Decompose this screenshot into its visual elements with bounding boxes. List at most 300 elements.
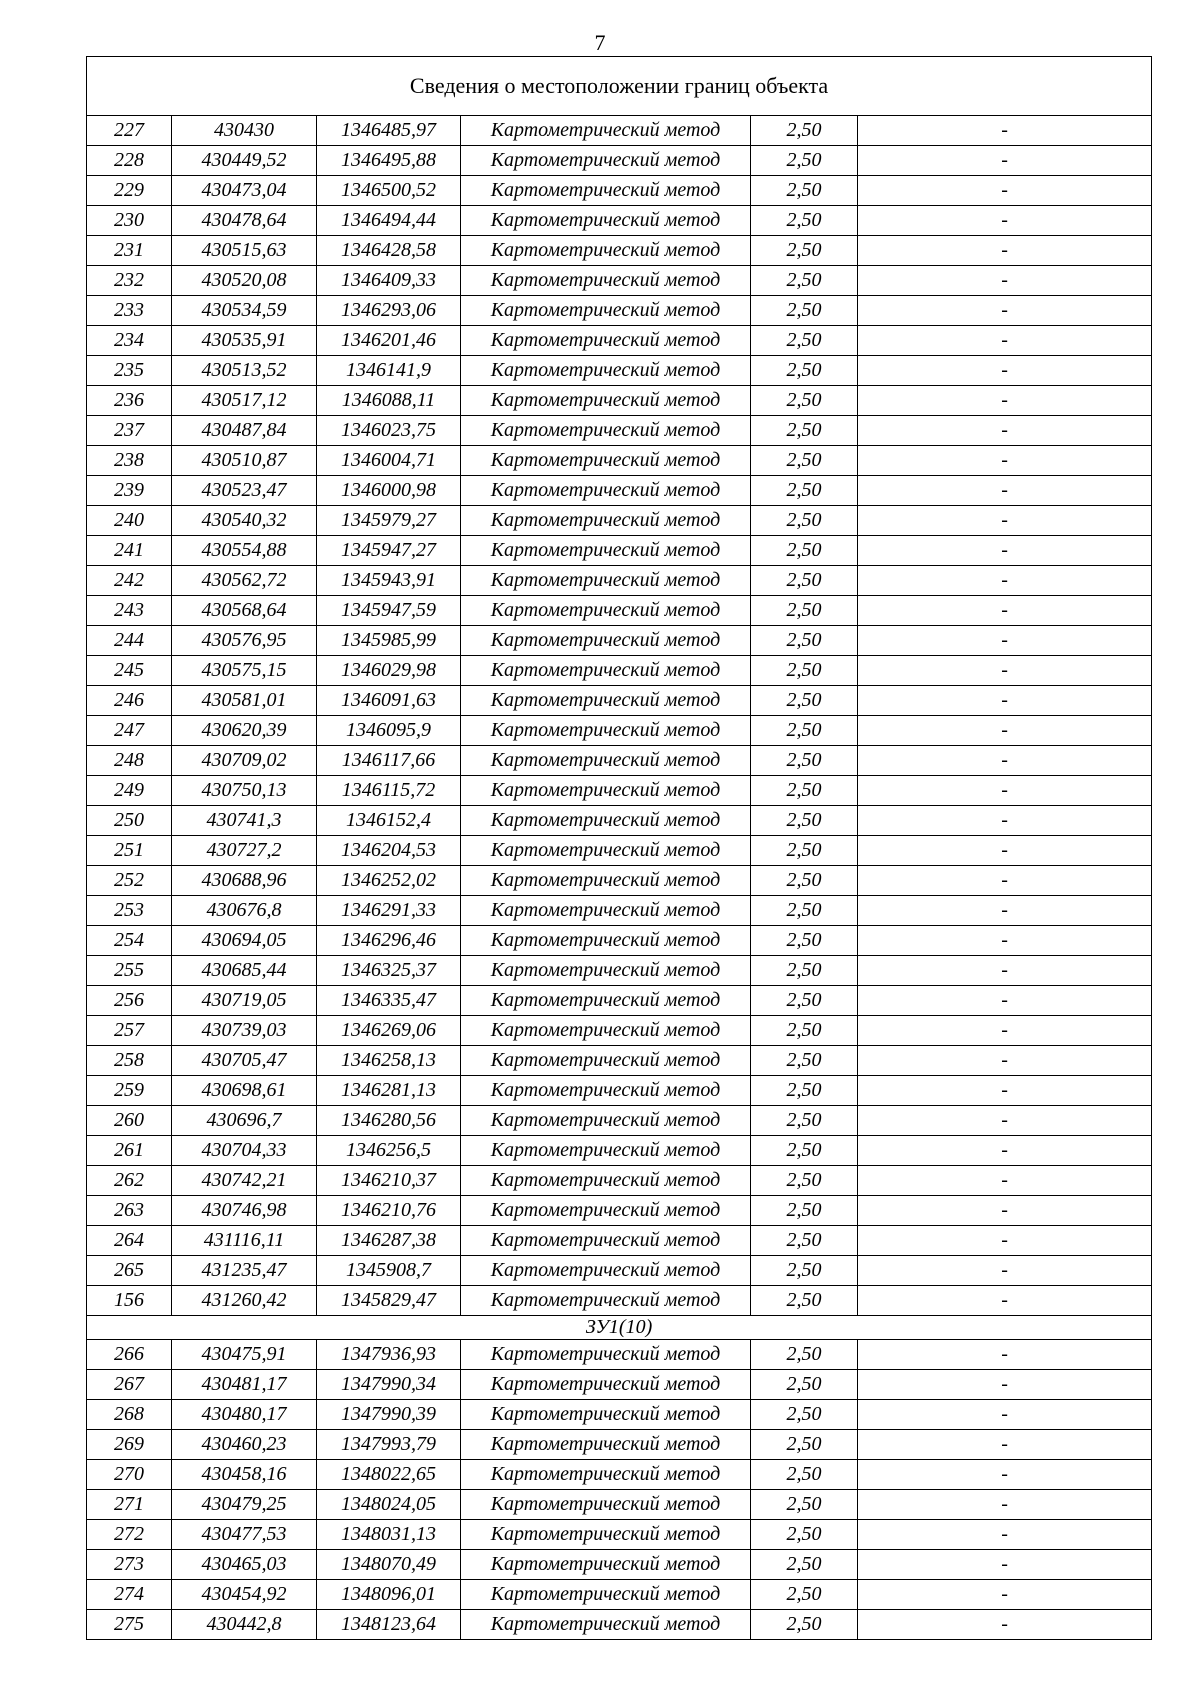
description-cell: - — [858, 206, 1152, 236]
table-row — [87, 1520, 1152, 1550]
description-cell: - — [858, 1226, 1152, 1256]
accuracy-cell: 2,50 — [751, 146, 858, 176]
point-number-cell: 258 — [87, 1046, 172, 1076]
point-number-cell: 235 — [87, 356, 172, 386]
y-coordinate-cell: 1346004,71 — [317, 446, 461, 476]
x-coordinate-cell: 430554,88 — [172, 536, 317, 566]
x-coordinate-cell: 430481,17 — [172, 1370, 317, 1400]
method-cell: Картометрический метод — [461, 1550, 751, 1580]
accuracy-cell: 2,50 — [751, 1400, 858, 1430]
x-coordinate-cell: 430454,92 — [172, 1580, 317, 1610]
description-cell: - — [858, 476, 1152, 506]
x-coordinate-cell: 430575,15 — [172, 656, 317, 686]
x-coordinate-cell: 430568,64 — [172, 596, 317, 626]
description-cell: - — [858, 1490, 1152, 1520]
y-coordinate-cell: 1346258,13 — [317, 1046, 461, 1076]
method-cell: Картометрический метод — [461, 746, 751, 776]
method-cell: Картометрический метод — [461, 386, 751, 416]
y-coordinate-cell: 1346252,02 — [317, 866, 461, 896]
point-number-cell: 251 — [87, 836, 172, 866]
x-coordinate-cell: 430478,64 — [172, 206, 317, 236]
point-number-cell: 250 — [87, 806, 172, 836]
table-row — [87, 1046, 1152, 1076]
table-row — [87, 866, 1152, 896]
accuracy-cell: 2,50 — [751, 236, 858, 266]
description-cell: - — [858, 836, 1152, 866]
y-coordinate-cell: 1346280,56 — [317, 1106, 461, 1136]
point-number-cell: 237 — [87, 416, 172, 446]
table-row — [87, 536, 1152, 566]
y-coordinate-cell: 1346091,63 — [317, 686, 461, 716]
description-cell: - — [858, 1106, 1152, 1136]
y-coordinate-cell: 1346291,33 — [317, 896, 461, 926]
y-coordinate-cell: 1345829,47 — [317, 1286, 461, 1316]
y-coordinate-cell: 1346201,46 — [317, 326, 461, 356]
table-row — [87, 1136, 1152, 1166]
table-row — [87, 626, 1152, 656]
method-cell: Картометрический метод — [461, 1370, 751, 1400]
x-coordinate-cell: 430449,52 — [172, 146, 317, 176]
y-coordinate-cell: 1346152,4 — [317, 806, 461, 836]
y-coordinate-cell: 1346141,9 — [317, 356, 461, 386]
table-row — [87, 926, 1152, 956]
y-coordinate-cell: 1346296,46 — [317, 926, 461, 956]
accuracy-cell: 2,50 — [751, 926, 858, 956]
method-cell: Картометрический метод — [461, 1106, 751, 1136]
point-number-cell: 239 — [87, 476, 172, 506]
x-coordinate-cell: 430458,16 — [172, 1460, 317, 1490]
accuracy-cell: 2,50 — [751, 746, 858, 776]
x-coordinate-cell: 430698,61 — [172, 1076, 317, 1106]
table-row — [87, 386, 1152, 416]
x-coordinate-cell: 430696,7 — [172, 1106, 317, 1136]
description-cell: - — [858, 1196, 1152, 1226]
description-cell: - — [858, 1286, 1152, 1316]
table-row — [87, 206, 1152, 236]
y-coordinate-cell: 1346500,52 — [317, 176, 461, 206]
point-number-cell: 272 — [87, 1520, 172, 1550]
method-cell: Картометрический метод — [461, 986, 751, 1016]
x-coordinate-cell: 430676,8 — [172, 896, 317, 926]
description-cell: - — [858, 746, 1152, 776]
point-number-cell: 227 — [87, 116, 172, 146]
y-coordinate-cell: 1346088,11 — [317, 386, 461, 416]
point-number-cell: 249 — [87, 776, 172, 806]
accuracy-cell: 2,50 — [751, 716, 858, 746]
table-row — [87, 296, 1152, 326]
accuracy-cell: 2,50 — [751, 416, 858, 446]
accuracy-cell: 2,50 — [751, 1016, 858, 1046]
x-coordinate-cell: 431116,11 — [172, 1226, 317, 1256]
method-cell: Картометрический метод — [461, 1226, 751, 1256]
x-coordinate-cell: 430562,72 — [172, 566, 317, 596]
accuracy-cell: 2,50 — [751, 536, 858, 566]
accuracy-cell: 2,50 — [751, 1340, 858, 1370]
x-coordinate-cell: 430473,04 — [172, 176, 317, 206]
y-coordinate-cell: 1346210,37 — [317, 1166, 461, 1196]
table-row — [87, 776, 1152, 806]
x-coordinate-cell: 430727,2 — [172, 836, 317, 866]
accuracy-cell: 2,50 — [751, 176, 858, 206]
accuracy-cell: 2,50 — [751, 266, 858, 296]
x-coordinate-cell: 430709,02 — [172, 746, 317, 776]
y-coordinate-cell: 1348031,13 — [317, 1520, 461, 1550]
description-cell: - — [858, 866, 1152, 896]
accuracy-cell: 2,50 — [751, 1490, 858, 1520]
accuracy-cell: 2,50 — [751, 1370, 858, 1400]
method-cell: Картометрический метод — [461, 716, 751, 746]
description-cell: - — [858, 296, 1152, 326]
x-coordinate-cell: 430581,01 — [172, 686, 317, 716]
accuracy-cell: 2,50 — [751, 1076, 858, 1106]
y-coordinate-cell: 1346495,88 — [317, 146, 461, 176]
table-row — [87, 506, 1152, 536]
x-coordinate-cell: 430442,8 — [172, 1610, 317, 1640]
table-row — [87, 656, 1152, 686]
accuracy-cell: 2,50 — [751, 1226, 858, 1256]
table-row — [87, 806, 1152, 836]
x-coordinate-cell: 430705,47 — [172, 1046, 317, 1076]
y-coordinate-cell: 1347990,39 — [317, 1400, 461, 1430]
point-number-cell: 247 — [87, 716, 172, 746]
point-number-cell: 263 — [87, 1196, 172, 1226]
y-coordinate-cell: 1346117,66 — [317, 746, 461, 776]
y-coordinate-cell: 1345947,59 — [317, 596, 461, 626]
y-coordinate-cell: 1348096,01 — [317, 1580, 461, 1610]
description-cell: - — [858, 986, 1152, 1016]
table-row — [87, 476, 1152, 506]
point-number-cell: 248 — [87, 746, 172, 776]
accuracy-cell: 2,50 — [751, 596, 858, 626]
point-number-cell: 274 — [87, 1580, 172, 1610]
x-coordinate-cell: 430487,84 — [172, 416, 317, 446]
description-cell: - — [858, 1520, 1152, 1550]
point-number-cell: 267 — [87, 1370, 172, 1400]
y-coordinate-cell: 1346023,75 — [317, 416, 461, 446]
y-coordinate-cell: 1346256,5 — [317, 1136, 461, 1166]
x-coordinate-cell: 430510,87 — [172, 446, 317, 476]
accuracy-cell: 2,50 — [751, 1520, 858, 1550]
method-cell: Картометрический метод — [461, 656, 751, 686]
accuracy-cell: 2,50 — [751, 386, 858, 416]
method-cell: Картометрический метод — [461, 1430, 751, 1460]
x-coordinate-cell: 430719,05 — [172, 986, 317, 1016]
y-coordinate-cell: 1346281,13 — [317, 1076, 461, 1106]
accuracy-cell: 2,50 — [751, 506, 858, 536]
y-coordinate-cell: 1347993,79 — [317, 1430, 461, 1460]
x-coordinate-cell: 430430 — [172, 116, 317, 146]
point-number-cell: 271 — [87, 1490, 172, 1520]
method-cell: Картометрический метод — [461, 1490, 751, 1520]
boundary-table-container — [86, 56, 1151, 1640]
accuracy-cell: 2,50 — [751, 776, 858, 806]
point-number-cell: 269 — [87, 1430, 172, 1460]
y-coordinate-cell: 1346335,47 — [317, 986, 461, 1016]
method-cell: Картометрический метод — [461, 116, 751, 146]
point-number-cell: 252 — [87, 866, 172, 896]
accuracy-cell: 2,50 — [751, 446, 858, 476]
x-coordinate-cell: 430540,32 — [172, 506, 317, 536]
description-cell: - — [858, 686, 1152, 716]
table-row — [87, 1340, 1152, 1370]
y-coordinate-cell: 1345943,91 — [317, 566, 461, 596]
accuracy-cell: 2,50 — [751, 476, 858, 506]
x-coordinate-cell: 430517,12 — [172, 386, 317, 416]
description-cell: - — [858, 116, 1152, 146]
description-cell: - — [858, 326, 1152, 356]
accuracy-cell: 2,50 — [751, 1106, 858, 1136]
method-cell: Картометрический метод — [461, 176, 751, 206]
description-cell: - — [858, 1370, 1152, 1400]
description-cell: - — [858, 416, 1152, 446]
description-cell: - — [858, 1340, 1152, 1370]
accuracy-cell: 2,50 — [751, 656, 858, 686]
accuracy-cell: 2,50 — [751, 296, 858, 326]
accuracy-cell: 2,50 — [751, 206, 858, 236]
description-cell: - — [858, 806, 1152, 836]
description-cell: - — [858, 1430, 1152, 1460]
method-cell: Картометрический метод — [461, 776, 751, 806]
table-row — [87, 686, 1152, 716]
x-coordinate-cell: 430465,03 — [172, 1550, 317, 1580]
description-cell: - — [858, 566, 1152, 596]
x-coordinate-cell: 430742,21 — [172, 1166, 317, 1196]
description-cell: - — [858, 1136, 1152, 1166]
accuracy-cell: 2,50 — [751, 1196, 858, 1226]
point-number-cell: 262 — [87, 1166, 172, 1196]
table-row — [87, 1106, 1152, 1136]
method-cell: Картометрический метод — [461, 596, 751, 626]
description-cell: - — [858, 716, 1152, 746]
y-coordinate-cell: 1346293,06 — [317, 296, 461, 326]
point-number-cell: 228 — [87, 146, 172, 176]
method-cell: Картометрический метод — [461, 146, 751, 176]
y-coordinate-cell: 1348024,05 — [317, 1490, 461, 1520]
accuracy-cell: 2,50 — [751, 866, 858, 896]
x-coordinate-cell: 430741,3 — [172, 806, 317, 836]
accuracy-cell: 2,50 — [751, 326, 858, 356]
table-row — [87, 1166, 1152, 1196]
section-label: ЗУ1(10) — [87, 1316, 1152, 1340]
y-coordinate-cell: 1346325,37 — [317, 956, 461, 986]
y-coordinate-cell: 1346095,9 — [317, 716, 461, 746]
y-coordinate-cell: 1346409,33 — [317, 266, 461, 296]
table-row — [87, 326, 1152, 356]
point-number-cell: 234 — [87, 326, 172, 356]
method-cell: Картометрический метод — [461, 326, 751, 356]
point-number-cell: 240 — [87, 506, 172, 536]
method-cell: Картометрический метод — [461, 446, 751, 476]
x-coordinate-cell: 430535,91 — [172, 326, 317, 356]
method-cell: Картометрический метод — [461, 926, 751, 956]
accuracy-cell: 2,50 — [751, 626, 858, 656]
table-row — [87, 986, 1152, 1016]
point-number-cell: 243 — [87, 596, 172, 626]
point-number-cell: 242 — [87, 566, 172, 596]
x-coordinate-cell: 431260,42 — [172, 1286, 317, 1316]
table-row — [87, 1460, 1152, 1490]
point-number-cell: 246 — [87, 686, 172, 716]
accuracy-cell: 2,50 — [751, 1460, 858, 1490]
point-number-cell: 270 — [87, 1460, 172, 1490]
point-number-cell: 261 — [87, 1136, 172, 1166]
accuracy-cell: 2,50 — [751, 1166, 858, 1196]
point-number-cell: 275 — [87, 1610, 172, 1640]
description-cell: - — [858, 536, 1152, 566]
x-coordinate-cell: 430480,17 — [172, 1400, 317, 1430]
y-coordinate-cell: 1345985,99 — [317, 626, 461, 656]
method-cell: Картометрический метод — [461, 236, 751, 266]
x-coordinate-cell: 430477,53 — [172, 1520, 317, 1550]
table-row — [87, 446, 1152, 476]
method-cell: Картометрический метод — [461, 1340, 751, 1370]
x-coordinate-cell: 430750,13 — [172, 776, 317, 806]
x-coordinate-cell: 430479,25 — [172, 1490, 317, 1520]
method-cell: Картометрический метод — [461, 416, 751, 446]
description-cell: - — [858, 596, 1152, 626]
point-number-cell: 257 — [87, 1016, 172, 1046]
method-cell: Картометрический метод — [461, 356, 751, 386]
accuracy-cell: 2,50 — [751, 566, 858, 596]
description-cell: - — [858, 656, 1152, 686]
method-cell: Картометрический метод — [461, 836, 751, 866]
page-number: 7 — [594, 30, 606, 55]
point-number-cell: 244 — [87, 626, 172, 656]
accuracy-cell: 2,50 — [751, 1286, 858, 1316]
point-number-cell: 268 — [87, 1400, 172, 1430]
x-coordinate-cell: 430739,03 — [172, 1016, 317, 1046]
accuracy-cell: 2,50 — [751, 1430, 858, 1460]
y-coordinate-cell: 1346485,97 — [317, 116, 461, 146]
description-cell: - — [858, 176, 1152, 206]
description-cell: - — [858, 776, 1152, 806]
table-row — [87, 1196, 1152, 1226]
method-cell: Картометрический метод — [461, 956, 751, 986]
method-cell: Картометрический метод — [461, 1046, 751, 1076]
description-cell: - — [858, 386, 1152, 416]
point-number-cell: 229 — [87, 176, 172, 206]
accuracy-cell: 2,50 — [751, 836, 858, 866]
y-coordinate-cell: 1346115,72 — [317, 776, 461, 806]
point-number-cell: 273 — [87, 1550, 172, 1580]
description-cell: - — [858, 1016, 1152, 1046]
x-coordinate-cell: 430475,91 — [172, 1340, 317, 1370]
point-number-cell: 254 — [87, 926, 172, 956]
description-cell: - — [858, 1550, 1152, 1580]
method-cell: Картометрический метод — [461, 1076, 751, 1106]
table-row — [87, 266, 1152, 296]
y-coordinate-cell: 1346287,38 — [317, 1226, 461, 1256]
accuracy-cell: 2,50 — [751, 116, 858, 146]
method-cell: Картометрический метод — [461, 266, 751, 296]
table-row — [87, 236, 1152, 266]
point-number-cell: 236 — [87, 386, 172, 416]
description-cell: - — [858, 266, 1152, 296]
accuracy-cell: 2,50 — [751, 1610, 858, 1640]
y-coordinate-cell: 1346428,58 — [317, 236, 461, 266]
accuracy-cell: 2,50 — [751, 986, 858, 1016]
table-row — [87, 1430, 1152, 1460]
method-cell: Картометрический метод — [461, 536, 751, 566]
table-row — [87, 1076, 1152, 1106]
y-coordinate-cell: 1346210,76 — [317, 1196, 461, 1226]
accuracy-cell: 2,50 — [751, 806, 858, 836]
method-cell: Картометрический метод — [461, 1286, 751, 1316]
point-number-cell: 265 — [87, 1256, 172, 1286]
point-number-cell: 260 — [87, 1106, 172, 1136]
point-number-cell: 230 — [87, 206, 172, 236]
point-number-cell: 255 — [87, 956, 172, 986]
table-row — [87, 1400, 1152, 1430]
y-coordinate-cell: 1345947,27 — [317, 536, 461, 566]
method-cell: Картометрический метод — [461, 806, 751, 836]
y-coordinate-cell: 1347936,93 — [317, 1340, 461, 1370]
point-number-cell: 241 — [87, 536, 172, 566]
description-cell: - — [858, 1610, 1152, 1640]
method-cell: Картометрический метод — [461, 1016, 751, 1046]
point-number-cell: 264 — [87, 1226, 172, 1256]
description-cell: - — [858, 1076, 1152, 1106]
description-cell: - — [858, 1400, 1152, 1430]
point-number-cell: 259 — [87, 1076, 172, 1106]
table-row — [87, 1226, 1152, 1256]
table-title-row — [87, 57, 1152, 116]
table-row — [87, 746, 1152, 776]
x-coordinate-cell: 430515,63 — [172, 236, 317, 266]
method-cell: Картометрический метод — [461, 686, 751, 716]
y-coordinate-cell: 1346000,98 — [317, 476, 461, 506]
x-coordinate-cell: 430460,23 — [172, 1430, 317, 1460]
description-cell: - — [858, 146, 1152, 176]
method-cell: Картометрический метод — [461, 896, 751, 926]
method-cell: Картометрический метод — [461, 1256, 751, 1286]
method-cell: Картометрический метод — [461, 1610, 751, 1640]
method-cell: Картометрический метод — [461, 1196, 751, 1226]
x-coordinate-cell: 430685,44 — [172, 956, 317, 986]
method-cell: Картометрический метод — [461, 296, 751, 326]
description-cell: - — [858, 1256, 1152, 1286]
description-cell: - — [858, 506, 1152, 536]
table-row — [87, 956, 1152, 986]
description-cell: - — [858, 236, 1152, 266]
y-coordinate-cell: 1346029,98 — [317, 656, 461, 686]
table-row — [87, 1016, 1152, 1046]
method-cell: Картометрический метод — [461, 1166, 751, 1196]
point-number-cell: 245 — [87, 656, 172, 686]
table-row — [87, 1490, 1152, 1520]
description-cell: - — [858, 446, 1152, 476]
table-row — [87, 146, 1152, 176]
x-coordinate-cell: 430688,96 — [172, 866, 317, 896]
point-number-cell: 253 — [87, 896, 172, 926]
x-coordinate-cell: 430523,47 — [172, 476, 317, 506]
x-coordinate-cell: 430513,52 — [172, 356, 317, 386]
table-row — [87, 176, 1152, 206]
method-cell: Картометрический метод — [461, 1460, 751, 1490]
x-coordinate-cell: 430534,59 — [172, 296, 317, 326]
method-cell: Картометрический метод — [461, 866, 751, 896]
description-cell: - — [858, 926, 1152, 956]
table-row — [87, 1580, 1152, 1610]
accuracy-cell: 2,50 — [751, 1046, 858, 1076]
table-row — [87, 356, 1152, 386]
table-row — [87, 716, 1152, 746]
point-number-cell: 256 — [87, 986, 172, 1016]
accuracy-cell: 2,50 — [751, 686, 858, 716]
accuracy-cell: 2,50 — [751, 1256, 858, 1286]
method-cell: Картометрический метод — [461, 1520, 751, 1550]
y-coordinate-cell: 1346204,53 — [317, 836, 461, 866]
